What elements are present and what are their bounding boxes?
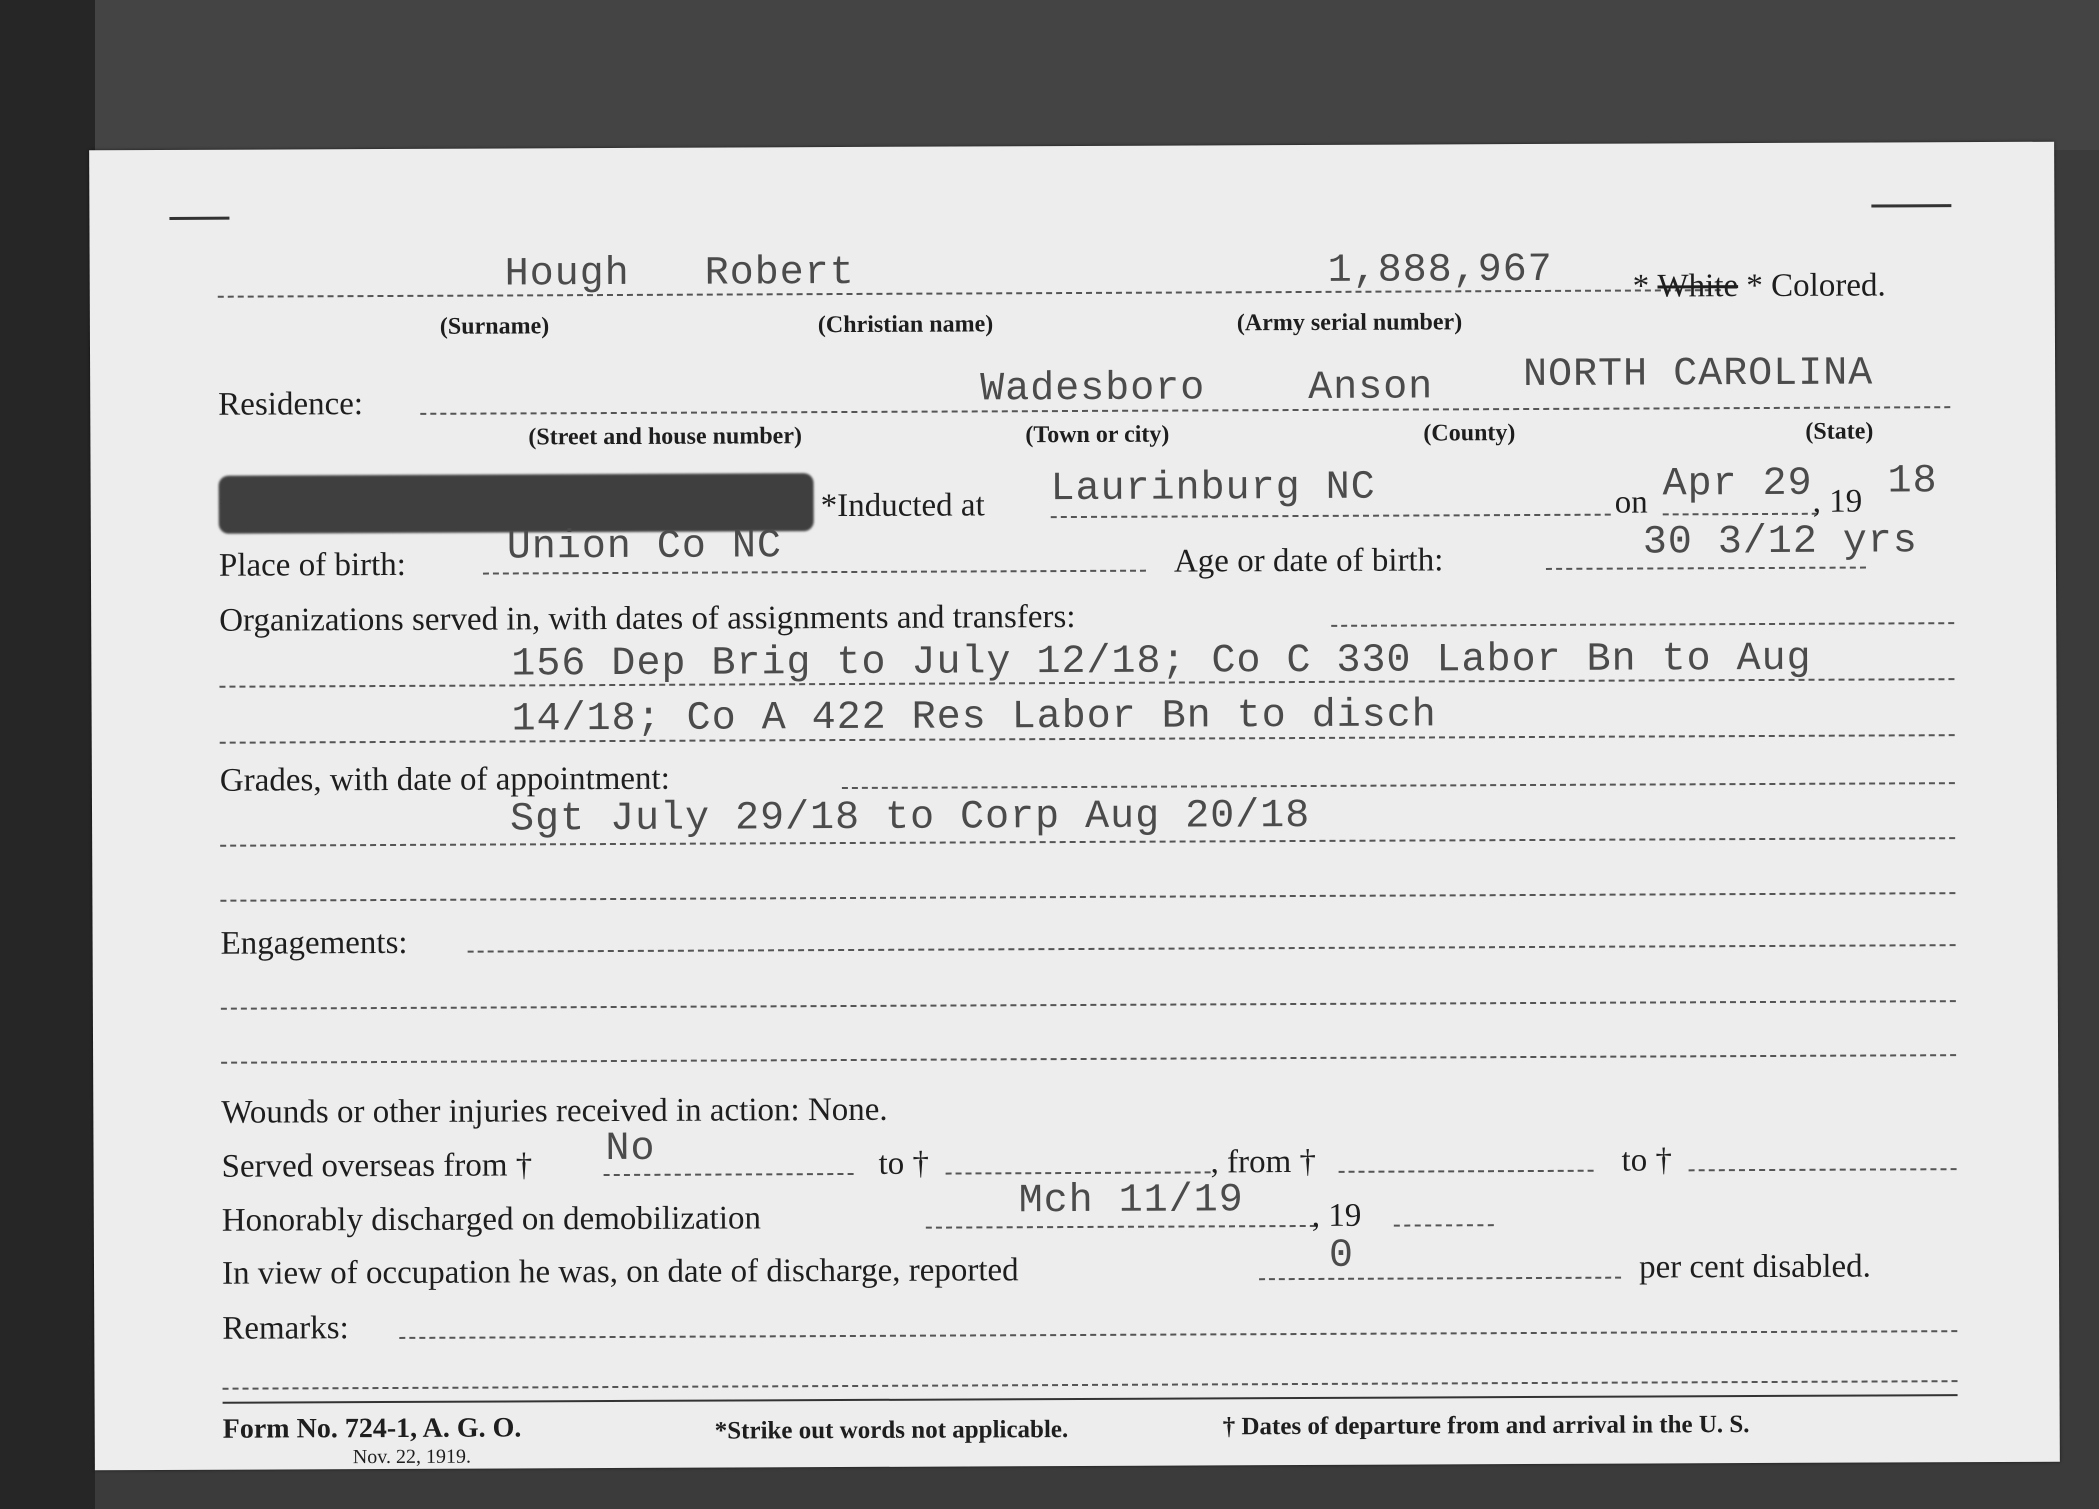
organizations-label: Organizations served in, with dates of assignments and transfers: <box>219 598 1076 639</box>
place-of-birth-line <box>483 570 1146 575</box>
occupation-label: In view of occupation he was, on date of discharge, reported <box>221 1252 1019 1292</box>
age-value: 30 3/12 yrs <box>1642 519 1919 566</box>
engagements-line-2 <box>221 1054 1956 1064</box>
organizations-value-line1: 156 Dep Brig to July 12/18; Co C 330 Labor Bn to Aug <box>511 636 1812 688</box>
discharge-line <box>926 1225 1316 1229</box>
to-label: to † <box>878 1145 930 1182</box>
discharge-year-prefix: , 19 <box>1311 1197 1362 1234</box>
serial-number-caption: (Army serial number) <box>1236 309 1463 337</box>
place-of-birth-value: Union Co NC <box>506 524 783 571</box>
discharge-label: Honorably discharged on demobilization <box>221 1200 762 1239</box>
surname-value: Hough <box>504 251 630 298</box>
wounds-label: Wounds or other injuries received in action: None. <box>221 1091 888 1131</box>
engagements-line-1 <box>221 1000 1956 1010</box>
inducted-year-value: 18 <box>1887 459 1938 505</box>
grades-value: Sgt July 29/18 to Corp Aug 20/18 <box>509 793 1311 843</box>
form-number: Form No. 724-1, A. G. O. <box>222 1412 522 1445</box>
street-caption: (Street and house number) <box>528 423 803 451</box>
inducted-on-line <box>1663 513 1818 516</box>
town-caption: (Town or city) <box>1025 421 1170 449</box>
top-right-rule <box>1871 204 1951 207</box>
disabled-suffix: per cent disabled. <box>1638 1248 1871 1286</box>
overseas-from2-line <box>1339 1170 1594 1173</box>
from-label: , from † <box>1210 1143 1317 1181</box>
place-of-birth-label: Place of birth: <box>218 546 406 584</box>
grades-line-2 <box>220 892 1955 902</box>
top-left-rule <box>169 217 229 220</box>
age-label: Age or date of birth: <box>1173 542 1444 580</box>
percent-disabled-value: 0 <box>1328 1233 1355 1279</box>
colored-option: Colored. <box>1771 267 1886 304</box>
strike-note: *Strike out words not applicable. <box>714 1416 1069 1445</box>
to-label-2: to † <box>1621 1142 1673 1179</box>
inducted-at-value: Laurinburg NC <box>1050 465 1376 513</box>
race-options: * White * Colored. <box>1632 267 1886 305</box>
dagger-note: † Dates of departure from and arrival in the U. S. <box>1222 1411 1750 1441</box>
year-prefix: , 19 <box>1812 483 1863 520</box>
christian-name-value: Robert <box>704 250 855 297</box>
overseas-from-value: No <box>605 1126 656 1173</box>
on-label: on <box>1614 484 1648 521</box>
residence-label: Residence: <box>218 386 364 423</box>
remarks-label: Remarks: <box>222 1310 349 1347</box>
town-value: Wadesboro <box>980 366 1206 413</box>
engagements-label: Engagements: <box>220 924 408 962</box>
remarks-line-1 <box>223 1380 1958 1390</box>
service-record-card <box>89 142 2060 1471</box>
background-dark-top <box>95 0 2099 150</box>
county-caption: (County) <box>1423 420 1516 447</box>
overseas-to-line <box>946 1171 1211 1174</box>
state-value: NORTH CAROLINA <box>1523 351 1874 399</box>
inducted-line <box>1051 514 1611 518</box>
overseas-label: Served overseas from † <box>221 1147 533 1185</box>
inducted-label: *Inducted at <box>820 487 985 525</box>
serial-number-value: 1,888,967 <box>1327 247 1553 294</box>
discharged-value: Mch 11/19 <box>1018 1178 1244 1225</box>
age-line <box>1546 567 1866 570</box>
white-option: White <box>1657 268 1739 305</box>
christian-name-caption: (Christian name) <box>817 311 994 339</box>
background-dark-left <box>0 0 95 1509</box>
percent-disabled-line <box>1259 1277 1621 1281</box>
form-date: Nov. 22, 1919. <box>352 1445 472 1469</box>
inducted-on-value: Apr 29 <box>1662 461 1813 508</box>
discharge-year-line <box>1394 1224 1494 1226</box>
grades-line-0 <box>842 782 1955 789</box>
remarks-line-0 <box>399 1330 1957 1339</box>
engagements-line-0 <box>468 944 1956 952</box>
footer-rule <box>223 1394 1958 1404</box>
overseas-to2-line <box>1689 1168 1957 1171</box>
overseas-from-line <box>604 1173 854 1176</box>
organizations-line-0 <box>1331 622 1954 627</box>
county-value: Anson <box>1308 365 1434 411</box>
grades-label: Grades, with date of appointment: <box>219 760 670 799</box>
organizations-value-line2: 14/18; Co A 422 Res Labor Bn to disch <box>511 693 1437 743</box>
state-caption: (State) <box>1805 418 1874 445</box>
name-line <box>218 289 1721 298</box>
surname-caption: (Surname) <box>439 313 550 340</box>
